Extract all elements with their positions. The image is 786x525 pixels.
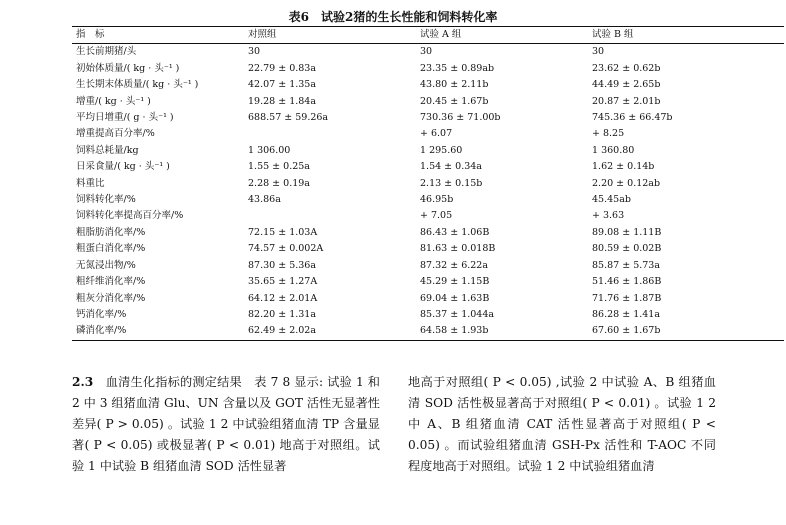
paragraph-left (72, 372, 380, 477)
row-label: 料重比 (76, 177, 105, 189)
table-cell (244, 126, 416, 142)
table-header-row (72, 27, 784, 44)
table-cell: 22.79 ± 0.83a (248, 62, 317, 74)
table-cell: 30 (248, 46, 261, 58)
table-cell (244, 208, 416, 224)
table-cell: 62.49 ± 2.02a (244, 323, 416, 340)
table-cell: 1 360.80 (592, 144, 635, 156)
table-row (72, 291, 784, 307)
table-cell: 85.37 ± 1.044a (420, 308, 495, 320)
table-cell: 730.36 ± 71.00b (420, 112, 501, 124)
table-cell: 46.95b (420, 194, 454, 206)
table-cell: 23.35 ± 0.89ab (420, 62, 495, 74)
table-cell: 74.57 ± 0.002A (248, 243, 324, 255)
column-header-indicator: 指 标 (72, 27, 244, 44)
table-cell: 81.63 ± 0.018B (420, 243, 496, 255)
table-row (72, 192, 784, 208)
table-cell: + 6.07 (420, 128, 453, 140)
table-cell: 89.08 ± 1.11B (592, 226, 662, 238)
table-caption: 表6 试验2猪的生长性能和饲料转化率 (288, 10, 498, 24)
table-cell: 85.87 ± 5.73a (592, 259, 661, 271)
table-row (72, 77, 784, 93)
paragraph-left-text: 血清生化指标的测定结果 表 7 8 显示: 试验 1 和 2 中 3 组猪血清 Glu、UN 含量以及 GOT 活性无显著性差异( P > 0.05) 。试验 1 2 中试验组猪血清 TP 含量显著( P < 0.05) 或极显著( P < 0.01) 地高于对照组。试验 1 中试验 B 组猪血清 SOD 活性显著 (72, 375, 380, 473)
table-row (72, 110, 784, 126)
table-cell: 45.29 ± 1.15B (420, 276, 490, 288)
row-label: 增重/( kg · 头⁻¹ ) (76, 95, 151, 107)
table-row (72, 143, 784, 159)
table-cell: 35.65 ± 1.27A (248, 276, 318, 288)
table-row (72, 176, 784, 192)
table-cell: 80.59 ± 0.02B (592, 243, 662, 255)
column-header-control: 对照组 (244, 27, 416, 44)
table-cell: 745.36 ± 66.47b (592, 112, 673, 124)
row-label: 饲料总耗量/kg (76, 144, 139, 156)
table-cell: 2.13 ± 0.15b (420, 177, 483, 189)
table-row (72, 61, 784, 77)
table-row (72, 94, 784, 110)
table-cell: 688.57 ± 59.26a (248, 112, 329, 124)
body-column-left (72, 372, 380, 477)
table-cell: 1.54 ± 0.34a (420, 161, 482, 173)
row-label: 初始体质量/( kg · 头⁻¹ ) (76, 62, 180, 74)
table-cell: 30 (592, 46, 605, 58)
section-number: 2.3 (72, 375, 94, 389)
column-header-group-b: 试验 B 组 (588, 27, 784, 44)
table-row (72, 126, 784, 142)
table-cell: 51.46 ± 1.86B (592, 276, 662, 288)
table-cell: 86.28 ± 1.41a (592, 308, 661, 320)
table-cell: 2.28 ± 0.19a (248, 177, 310, 189)
table-row (72, 208, 784, 224)
row-label: 钙消化率/% (76, 308, 127, 320)
table-cell: 69.04 ± 1.63B (420, 292, 490, 304)
table-cell: 86.43 ± 1.06B (420, 226, 490, 238)
table-cell: 23.62 ± 0.62b (592, 62, 661, 74)
table-cell: 64.58 ± 1.93b (416, 323, 588, 340)
table-row (72, 307, 784, 323)
row-label: 饲料转化率/% (76, 194, 136, 206)
table-cell: 45.45ab (592, 194, 631, 206)
table-cell: 44.49 ± 2.65b (592, 79, 661, 91)
table-cell: 20.87 ± 2.01b (592, 95, 661, 107)
table-cell: 1.62 ± 0.14b (592, 161, 655, 173)
row-label: 生长前期猪/头 (76, 46, 137, 58)
paragraph-right: 地高于对照组( P < 0.05) ,试验 2 中试验 A、B 组猪血清 SOD 活性极显著高于对照组( P < 0.01) 。试验 1 2 中 A、B 组猪血清 CAT 活性显著高于对照组( P < 0.05) 。而试验组猪血清 GSH-Px 活性和 T-AOC 不同程度地高于对照组。试验 1 2 中试验组猪血清 (408, 375, 716, 473)
row-label: 日采食量/( kg · 头⁻¹ ) (76, 161, 170, 173)
row-label: 平均日增重/( g · 头⁻¹ ) (76, 112, 174, 124)
table-cell: + 7.05 (420, 210, 453, 222)
table-cell: 82.20 ± 1.31a (248, 308, 317, 320)
table-row (72, 44, 784, 61)
column-header-group-a: 试验 A 组 (416, 27, 588, 44)
table-cell: 1.55 ± 0.25a (248, 161, 310, 173)
body-column-right (408, 372, 716, 477)
table-row (72, 225, 784, 241)
row-label: 生长期末体质量/( kg · 头⁻¹ ) (76, 79, 199, 91)
row-label: 粗灰分消化率/% (76, 292, 146, 304)
table-cell: 19.28 ± 1.84a (248, 95, 317, 107)
table-cell: 43.86a (248, 194, 281, 206)
table-row (72, 323, 784, 340)
table-cell: 72.15 ± 1.03A (248, 226, 318, 238)
table-cell: + 3.63 (592, 210, 625, 222)
table-cell: 43.80 ± 2.11b (420, 79, 489, 91)
row-label: 饲料转化率提高百分率/% (76, 210, 184, 222)
table-cell: 1 306.00 (248, 144, 291, 156)
table-cell: 1 295.60 (420, 144, 463, 156)
table-cell: 67.60 ± 1.67b (588, 323, 784, 340)
growth-performance-table (72, 26, 784, 341)
table-cell: 20.45 ± 1.67b (420, 95, 489, 107)
table-cell: + 8.25 (592, 128, 625, 140)
row-label: 粗脂肪消化率/% (76, 226, 146, 238)
table-cell: 30 (420, 46, 433, 58)
table-cell: 71.76 ± 1.87B (592, 292, 662, 304)
table-row (72, 274, 784, 290)
table-cell: 87.32 ± 6.22a (420, 259, 489, 271)
row-label: 粗纤维消化率/% (76, 276, 146, 288)
table-body (72, 44, 784, 340)
table-cell: 42.07 ± 1.35a (248, 79, 317, 91)
row-label: 无氮浸出物/% (76, 259, 136, 271)
row-label: 增重提高百分率/% (76, 128, 155, 140)
table-cell: 87.30 ± 5.36a (248, 259, 317, 271)
table-row (72, 159, 784, 175)
table-cell: 2.20 ± 0.12ab (592, 177, 661, 189)
row-label: 磷消化率/% (72, 323, 244, 340)
table-row (72, 258, 784, 274)
table-cell: 64.12 ± 2.01A (248, 292, 318, 304)
table-row (72, 241, 784, 257)
row-label: 粗蛋白消化率/% (76, 243, 146, 255)
